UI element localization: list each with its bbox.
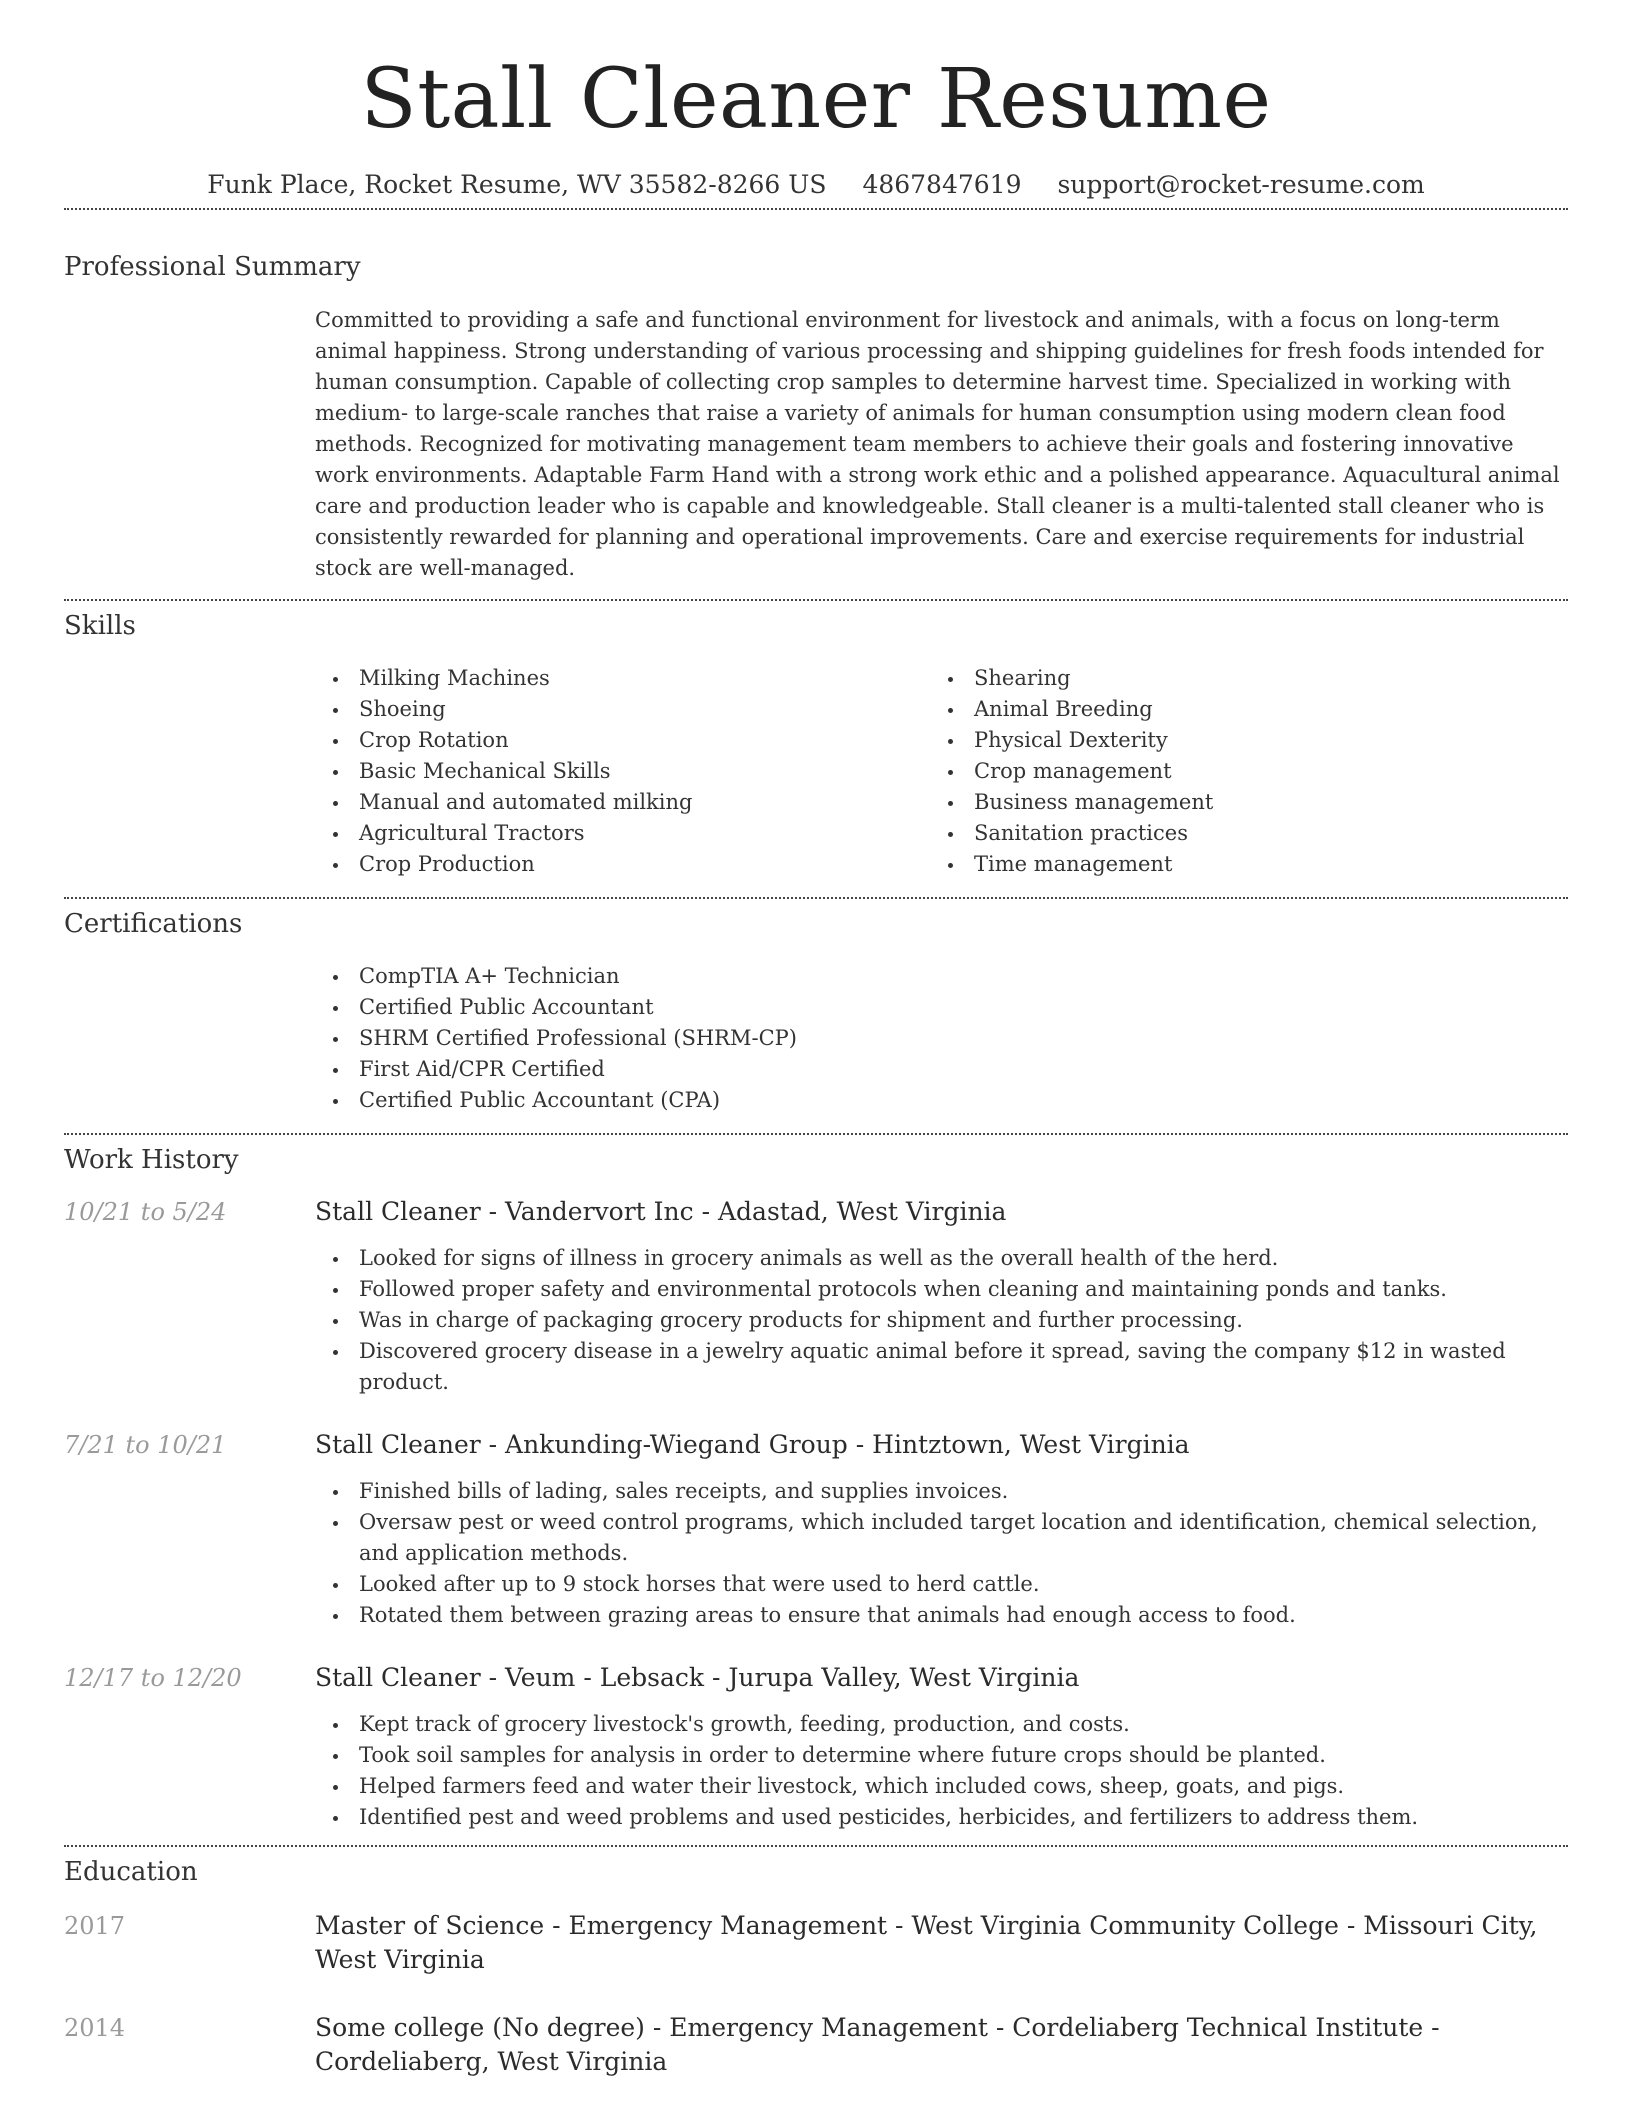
divider [64,208,1568,210]
list-item: Animal Breeding [930,694,1545,725]
certifications-list [315,961,1568,1116]
list-item: First Aid/CPR Certified [315,1054,1568,1085]
resume-title: Stall Cleaner Resume [360,52,1272,147]
divider [64,599,1568,601]
education-details: Some college (No degree) - Emergency Management - Cordeliaberg Technical Institute - Cordeliaberg, West Virginia [315,2013,1440,2076]
contact-phone: 4867847619 [862,170,1022,199]
summary-text: Committed to providing a safe and functional environment for livestock and animals, with a focus on long-term animal happiness. Strong understanding of various processing and shipping guidelines for fresh foods intended for human consumption. Capable of collecting crop samples to determine harvest time. Specialized in working with medium- to large-scale ranches that raise a variety of animals for human consumption using modern clean food methods. Recognized for motivating management team members to achieve their goals and fostering innovative work environments. Adaptable Farm Hand with a strong work ethic and a polished appearance. Aquacultural animal care and production leader who is capable and knowledgeable. Stall cleaner is a multi-talented stall cleaner who is consistently rewarded for planning and operational improvements. Care and exercise requirements for industrial stock are well-managed. [315,308,1560,580]
job-entry [64,1195,1568,1398]
work-section [64,1145,1568,1833]
list-item: Manual and automated milking [315,787,930,818]
list-item: Crop Production [315,849,930,880]
list-item: Discovered grocery disease in a jewelry aquatic animal before it spread, saving the company $12 in wasted product. [315,1336,1568,1398]
list-item: Rotated them between grazing areas to ensure that animals had enough access to food. [315,1600,1568,1631]
divider [64,897,1568,899]
education-year: 2014 [64,2014,126,2042]
certifications-section [64,909,1568,1116]
list-item: Crop management [930,756,1545,787]
list-item: Helped farmers feed and water their livestock, which included cows, sheep, goats, and pigs. [315,1771,1568,1802]
list-item: Finished bills of lading, sales receipts, and supplies invoices. [315,1476,1568,1507]
job-duties [315,1243,1568,1398]
section-title-skills: Skills [64,611,136,641]
contact-line [64,170,1568,208]
list-item: Certified Public Accountant (CPA) [315,1085,1568,1116]
education-details: Master of Science - Emergency Management - West Virginia Community College - Missouri City, West Virginia [315,1911,1538,1974]
education-entry [64,1909,1568,1977]
list-item: Sanitation practices [930,818,1545,849]
list-item: Crop Rotation [315,725,930,756]
job-title: Stall Cleaner - Ankunding-Wiegand Group - Hintztown, West Virginia [315,1430,1190,1459]
list-item: Was in charge of packaging grocery products for shipment and further processing. [315,1305,1568,1336]
list-item: Looked after up to 9 stock horses that were used to herd cattle. [315,1569,1568,1600]
job-title: Stall Cleaner - Vandervort Inc - Adastad, West Virginia [315,1197,1007,1226]
list-item: Took soil samples for analysis in order to determine where future crops should be planted. [315,1740,1568,1771]
section-title-work: Work History [64,1145,239,1175]
list-item: Milking Machines [315,663,930,694]
section-title-education: Education [64,1857,198,1887]
job-entry [64,1428,1568,1631]
list-item: Shoeing [315,694,930,725]
contact-address: Funk Place, Rocket Resume, WV 35582-8266 US [207,170,827,199]
list-item: Kept track of grocery livestock's growth, feeding, production, and costs. [315,1709,1568,1740]
list-item: Looked for signs of illness in grocery animals as well as the overall health of the herd. [315,1243,1568,1274]
list-item: Oversaw pest or weed control programs, which included target location and identification, chemical selection, and application methods. [315,1507,1568,1569]
list-item: Shearing [930,663,1545,694]
job-dates: 12/17 to 12/20 [64,1664,242,1692]
list-item: Certified Public Accountant [315,992,1568,1023]
list-item: Business management [930,787,1545,818]
list-item: Basic Mechanical Skills [315,756,930,787]
divider [64,1845,1568,1847]
list-item: SHRM Certified Professional (SHRM-CP) [315,1023,1568,1054]
education-entry [64,2011,1568,2079]
contact-email: support@rocket-resume.com [1057,170,1425,199]
list-item: Identified pest and weed problems and used pesticides, herbicides, and fertilizers to address them. [315,1802,1568,1833]
section-title-summary: Professional Summary [64,252,361,282]
job-entry [64,1661,1568,1833]
job-dates: 7/21 to 10/21 [64,1431,227,1459]
summary-section [64,252,1568,584]
job-duties [315,1476,1568,1631]
list-item: Agricultural Tractors [315,818,930,849]
job-title: Stall Cleaner - Veum - Lebsack - Jurupa Valley, West Virginia [315,1663,1080,1692]
list-item: Followed proper safety and environmental protocols when cleaning and maintaining ponds and tanks. [315,1274,1568,1305]
skills-list-left [315,663,930,880]
job-dates: 10/21 to 5/24 [64,1198,227,1226]
education-year: 2017 [64,1912,126,1940]
divider [64,1133,1568,1135]
skills-grid [315,663,1568,880]
education-section [64,1857,1568,2079]
list-item: Physical Dexterity [930,725,1545,756]
job-duties [315,1709,1568,1833]
skills-section [64,611,1568,880]
skills-list-right [930,663,1545,880]
list-item: CompTIA A+ Technician [315,961,1568,992]
section-title-certifications: Certifications [64,909,243,939]
list-item: Time management [930,849,1545,880]
